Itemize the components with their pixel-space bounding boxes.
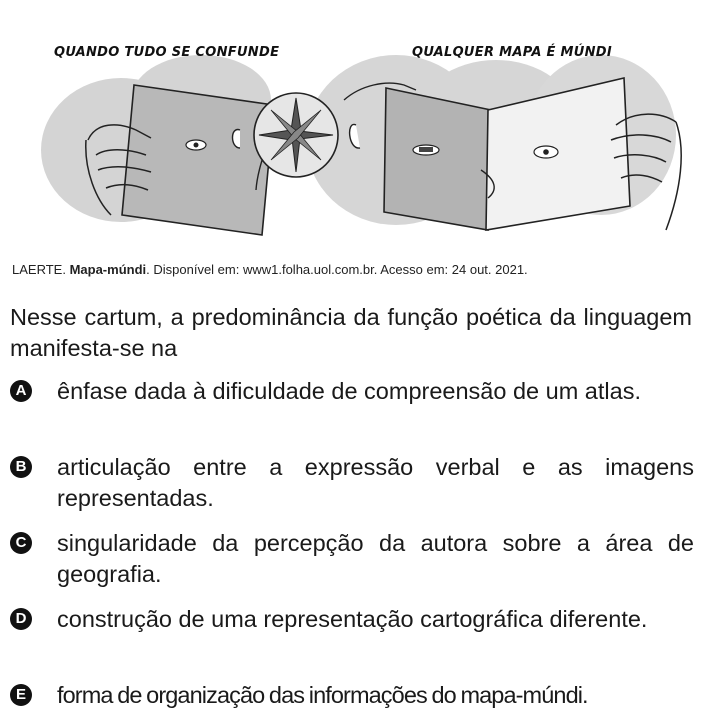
option-e[interactable] xyxy=(10,680,694,711)
option-text-e: forma de organização das informações do mapa-múndi. xyxy=(57,682,588,708)
option-letter-b: B xyxy=(10,456,32,478)
option-b[interactable] xyxy=(10,452,694,514)
option-d[interactable] xyxy=(10,604,694,635)
option-text-c: singularidade da percepção da autora sobre a área de geografia. xyxy=(57,530,694,587)
source-details: . Disponível em: www1.folha.uol.com.br. Acesso em: 24 out. 2021. xyxy=(146,262,528,277)
source-citation xyxy=(12,262,528,277)
option-a[interactable] xyxy=(10,376,694,407)
option-text-d: construção de uma representação cartográfica diferente. xyxy=(57,606,648,632)
option-c[interactable] xyxy=(10,528,694,590)
source-title: Mapa-múndi xyxy=(69,262,147,277)
option-letter-d: D xyxy=(10,608,32,630)
cartoon-caption-right: QUALQUER MAPA É MÚNDI xyxy=(412,45,613,60)
cartoon-drawing xyxy=(26,30,690,240)
option-text-a: ênfase dada à dificuldade de compreensão de um atlas. xyxy=(57,378,641,404)
cartoon-caption-left: QUANDO TUDO SE CONFUNDE xyxy=(54,45,280,60)
cartoon xyxy=(26,30,690,240)
question-stem: Nesse cartum, a predominância da função poética da linguagem manifesta-se na xyxy=(10,304,692,361)
option-letter-a: A xyxy=(10,380,32,402)
option-letter-c: C xyxy=(10,532,32,554)
option-letter-e: E xyxy=(10,684,32,706)
option-text-b: articulação entre a expressão verbal e as imagens representadas. xyxy=(57,454,694,511)
source-author: LAERTE. xyxy=(12,262,66,277)
